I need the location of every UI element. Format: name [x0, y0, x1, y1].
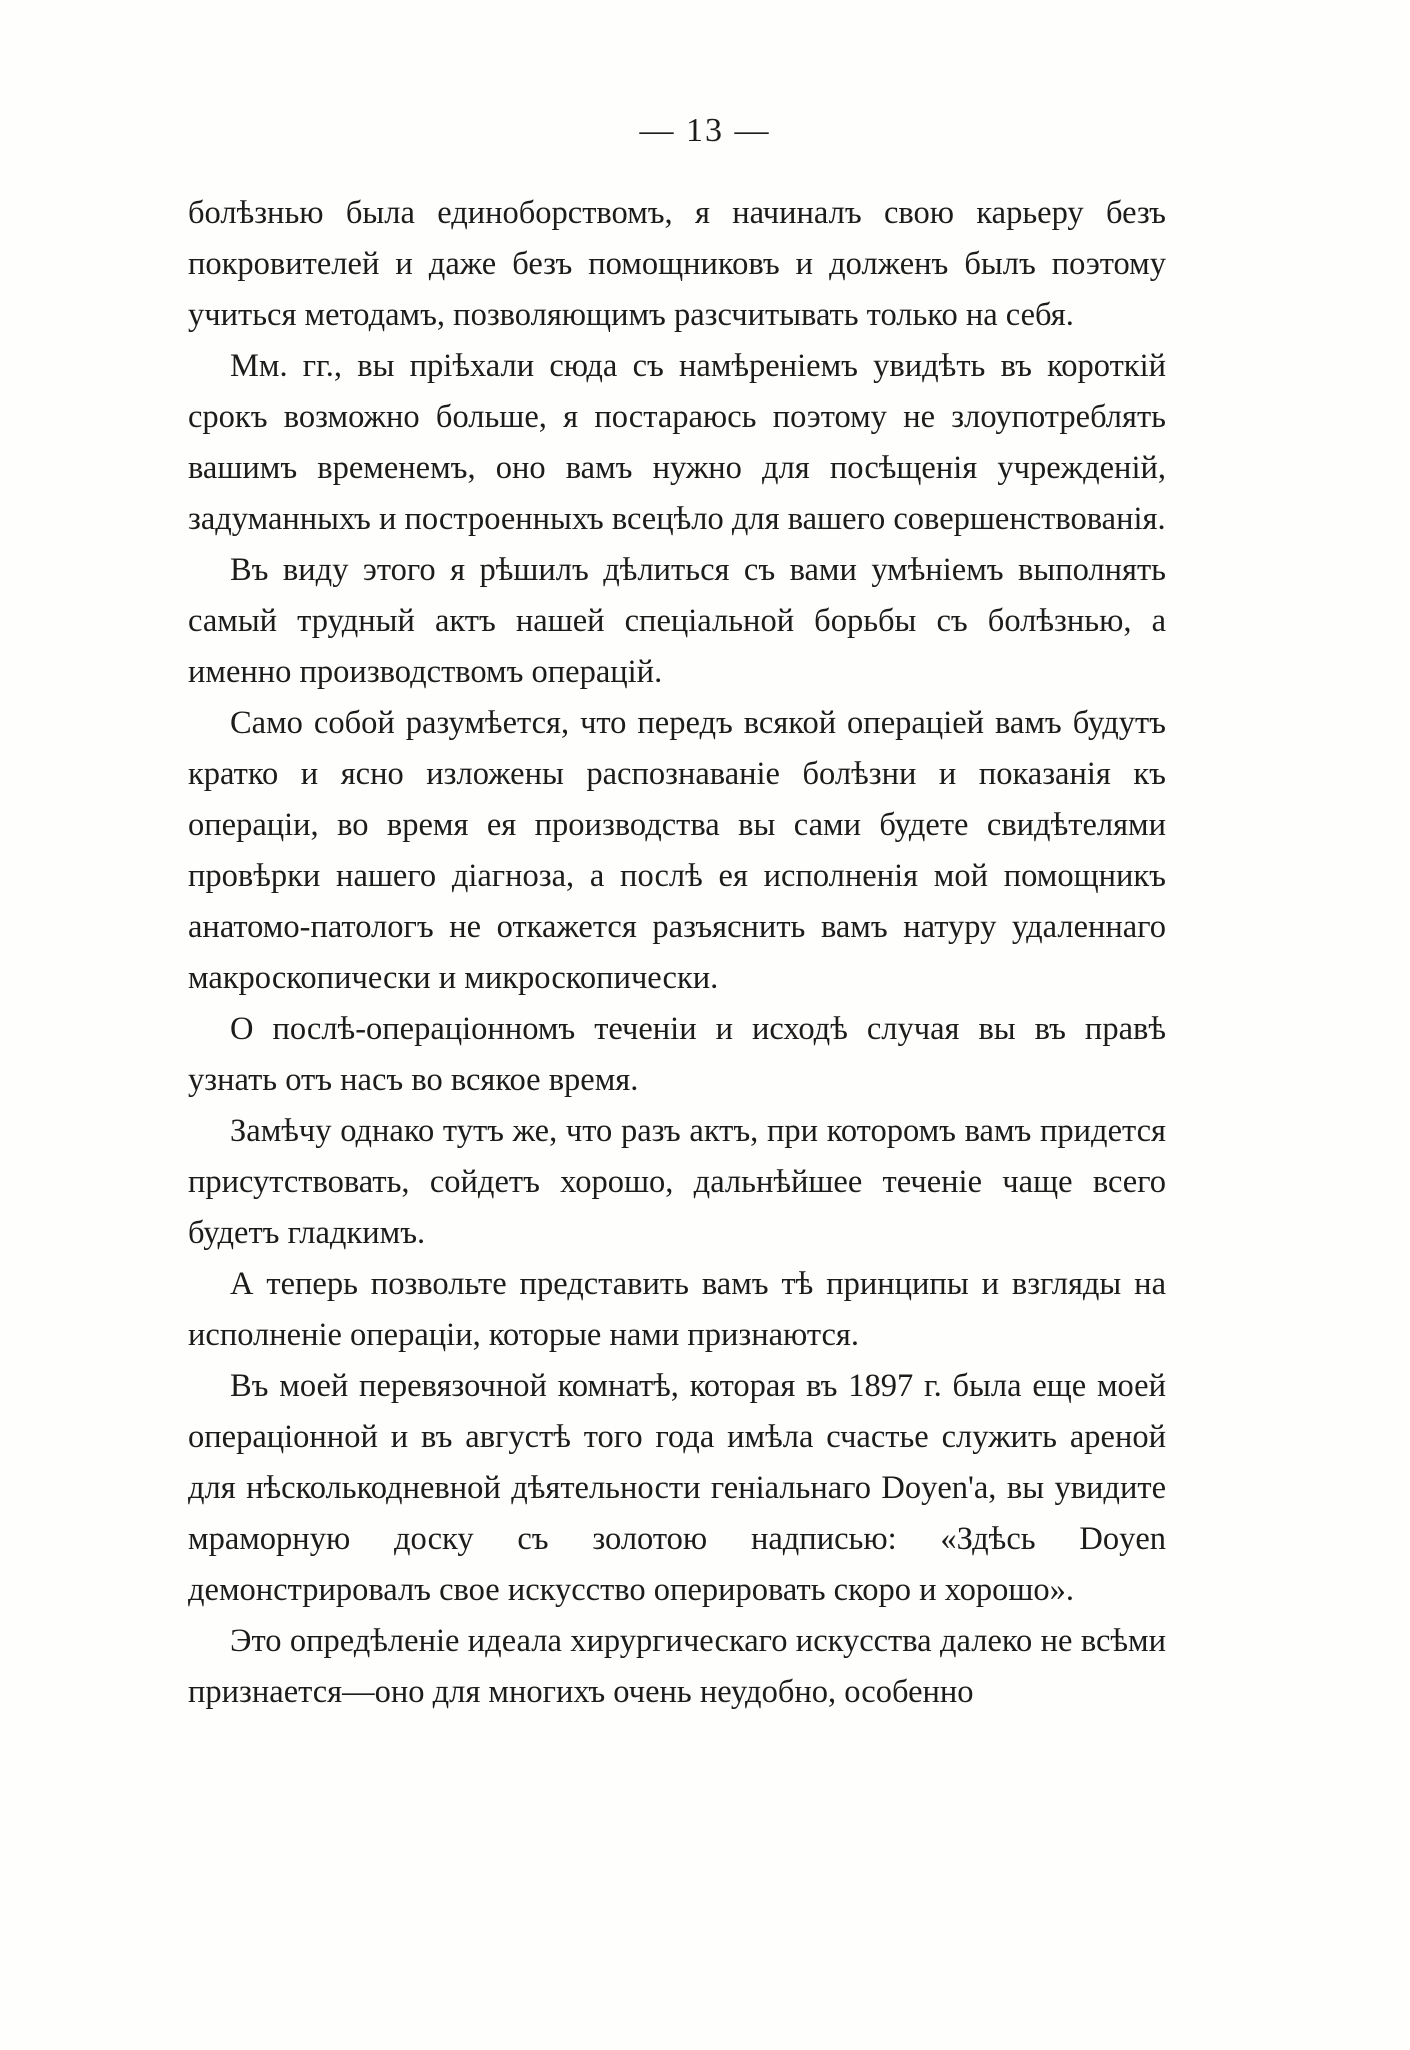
- paragraph: Это опредѣленіе идеала хирургическаго искусства далеко не всѣми признается—оно для многихъ очень неудобно, особенно: [188, 1623, 1166, 1710]
- paragraph: А теперь позвольте представить вамъ тѣ принципы и взгляды на исполненіе операціи, которые нами признаются.: [188, 1266, 1166, 1353]
- paragraph: Само собой разумѣется, что передъ всякой операціей вамъ будутъ кратко и ясно изложены распознаваніе болѣзни и показанія къ операціи, во время ея производства вы сами будете свидѣтелями провѣрки нашего діагноза, а послѣ ея исполненія мой помощникъ анатомо-патологъ не откажется разъяснить вамъ натуру удаленнаго макроскопически и микроскопически.: [188, 705, 1166, 996]
- page-number: — 13 —: [639, 112, 771, 149]
- body-text: [188, 188, 1166, 1718]
- paragraph: Мм. гг., вы пріѣхали сюда съ намѣреніемъ увидѣть въ короткій срокъ возможно больше, я постараюсь поэтому не злоупотреблять вашимъ временемъ, оно вамъ нужно для посѣщенія учрежденій, задуманныхъ и построенныхъ всецѣло для вашего совершенствованія.: [188, 348, 1166, 537]
- paragraph: Въ моей перевязочной комнатѣ, которая въ 1897 г. была еще моей операціонной и въ августѣ того года имѣла счастье служить ареной для нѣсколькодневной дѣятельности геніальнаго Doyen'а, вы увидите мраморную доску съ золотою надписью: «Здѣсь Doyen демонстрировалъ свое искусство оперировать скоро и хорошо».: [188, 1368, 1166, 1608]
- paragraph: Въ виду этого я рѣшилъ дѣлиться съ вами умѣніемъ выполнять самый трудный актъ нашей спеціальной борьбы съ болѣзнью, а именно производствомъ операцій.: [188, 552, 1166, 690]
- paragraph-continued: болѣзнью была единоборствомъ, я начиналъ свою карьеру безъ покровителей и даже безъ помощниковъ и долженъ былъ поэтому учиться методамъ, позволяющимъ разсчитывать только на себя.: [188, 195, 1166, 333]
- paragraph: О послѣ-операціонномъ теченіи и исходѣ случая вы въ правѣ узнать отъ насъ во всякое время.: [188, 1011, 1166, 1098]
- paragraph: Замѣчу однако тутъ же, что разъ актъ, при которомъ вамъ придется присутствовать, сойдетъ хорошо, дальнѣйшее теченіе чаще всего будетъ гладкимъ.: [188, 1113, 1166, 1251]
